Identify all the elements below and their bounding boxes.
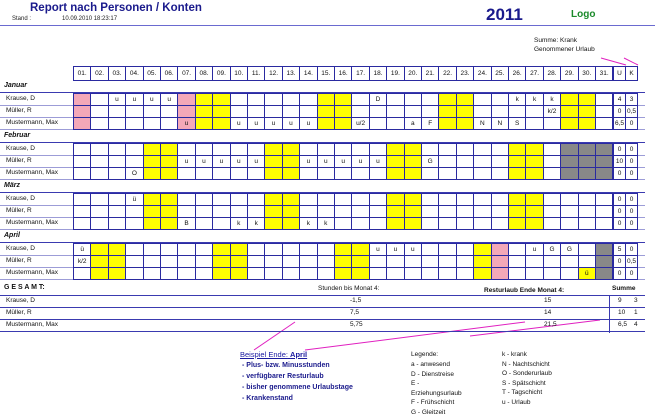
person-name: Mustermann, Max [6, 169, 59, 176]
day-cell [404, 267, 422, 280]
gesamt-rest: 21,5 [544, 321, 557, 328]
day-cell [560, 167, 578, 180]
day-cell [351, 267, 369, 280]
day-cell: k [543, 93, 561, 106]
day-cell: S [508, 117, 526, 130]
gesamt-person: Krause, D [6, 297, 35, 304]
day-cell: u [299, 117, 317, 130]
sum-cell-u: 4 [613, 93, 626, 106]
day-cell: u [404, 243, 422, 256]
sum-cell-k: 0,5 [625, 105, 638, 118]
day-cell: k [317, 217, 335, 230]
day-cell [334, 217, 352, 230]
day-cell: u [143, 93, 161, 106]
day-cell [543, 167, 561, 180]
arrow-summe-k [624, 58, 638, 65]
day-cell [90, 167, 108, 180]
day-header-26: 26. [508, 66, 526, 81]
day-cell: O [125, 167, 143, 180]
legend-entry: O - Sonderurlaub [502, 370, 552, 378]
day-cell [421, 267, 439, 280]
day-cell [108, 267, 126, 280]
day-cell [369, 267, 387, 280]
day-cell: u [230, 155, 248, 168]
legend-entry: E - [411, 380, 420, 388]
day-cell [543, 217, 561, 230]
day-cell [456, 217, 474, 230]
day-cell: D [369, 93, 387, 106]
stand-label: Stand : [12, 16, 32, 22]
legend-entry: u - Urlaub [502, 399, 531, 406]
day-cell [560, 217, 578, 230]
day-header-21: 21. [421, 66, 439, 81]
day-cell [473, 167, 491, 180]
day-cell [125, 117, 143, 130]
day-cell: u [230, 117, 248, 130]
person-name: Krause, D [6, 245, 35, 252]
gesamt-k: 1 [634, 309, 638, 316]
day-header-24: 24. [473, 66, 491, 81]
sum-cell-u: 0 [613, 217, 626, 230]
sum-cell-u: 6,5 [613, 117, 626, 130]
gesamt-rest: 14 [544, 309, 552, 316]
legend-entry: D - Dienstreise [411, 370, 454, 378]
day-cell [143, 217, 161, 230]
day-cell [560, 267, 578, 280]
day-cell [386, 217, 404, 230]
day-cell [73, 267, 91, 280]
sum-cell-u: 0 [613, 167, 626, 180]
legend-entry: k - krank [502, 351, 527, 358]
day-cell [317, 167, 335, 180]
day-header-20: 20. [404, 66, 422, 81]
day-cell [282, 267, 300, 280]
gesamt-k: 4 [634, 321, 638, 328]
day-cell [195, 267, 213, 280]
day-cell [125, 217, 143, 230]
person-name: Müller, R [6, 157, 32, 164]
day-cell [525, 217, 543, 230]
day-header-29: 29. [560, 66, 578, 81]
day-cell: G [543, 243, 561, 256]
gesamt-u: 10 [618, 309, 626, 316]
day-cell [90, 267, 108, 280]
day-header-4: 04. [125, 66, 143, 81]
sum-cell-k: 0 [625, 217, 638, 230]
person-name: Krause, D [6, 195, 35, 202]
gesamt-col-stunden: Stunden bis Monat 4: [318, 285, 380, 292]
beispiel-prefix: Beispiel Ende: [240, 350, 288, 359]
day-header-19: 19. [386, 66, 404, 81]
sum-cell-k: 0 [625, 117, 638, 130]
day-cell [404, 217, 422, 230]
day-cell: N [473, 117, 491, 130]
day-header-25: 25. [491, 66, 509, 81]
day-cell: u [247, 155, 265, 168]
day-header-9: 09. [212, 66, 230, 81]
day-header-3: 03. [108, 66, 126, 81]
person-name: Mustermann, Max [6, 119, 59, 126]
day-cell [525, 117, 543, 130]
sum-cell-u: 0 [613, 105, 626, 118]
day-cell [212, 117, 230, 130]
sum-cell-k: 0,5 [625, 255, 638, 268]
arrow-resturlaub [305, 322, 525, 350]
sum-cell-k: 0 [625, 205, 638, 218]
day-cell [369, 217, 387, 230]
day-cell [299, 267, 317, 280]
day-header-31: 31. [595, 66, 613, 81]
day-header-15: 15. [317, 66, 335, 81]
beispiel-month: April [290, 350, 308, 359]
gesamt-col-rest: Resturlaub Ende Monat 4: [484, 287, 565, 294]
sum-cell-u: 0 [613, 267, 626, 280]
day-cell [317, 267, 335, 280]
gesamt-col-summe: Summe [612, 285, 636, 292]
day-cell [264, 167, 282, 180]
year-label: 2011 [486, 5, 523, 24]
day-cell [508, 167, 526, 180]
day-cell [456, 117, 474, 130]
day-header-12: 12. [264, 66, 282, 81]
day-cell [143, 167, 161, 180]
day-cell [560, 117, 578, 130]
day-cell: k/2 [543, 105, 561, 118]
legend-entry: Erziehungsurlaub [411, 389, 462, 397]
day-cell [525, 267, 543, 280]
day-cell [160, 167, 178, 180]
day-cell: u [334, 155, 352, 168]
day-cell: u [369, 155, 387, 168]
day-cell [578, 167, 596, 180]
gesamt-u: 6,5 [618, 321, 628, 328]
beispiel-item: - Plus- bzw. Minusstunden [242, 362, 330, 369]
arrow-summe [470, 320, 600, 336]
day-cell [491, 267, 509, 280]
sum-cell-k: 0 [625, 155, 638, 168]
day-cell [421, 167, 439, 180]
day-cell [578, 217, 596, 230]
day-cell [125, 267, 143, 280]
day-header-13: 13. [282, 66, 300, 81]
day-cell [299, 167, 317, 180]
day-cell [595, 167, 613, 180]
person-name: Krause, D [6, 95, 35, 102]
day-cell [473, 217, 491, 230]
stand-timestamp: 10.09.2010 18:23:17 [62, 16, 118, 22]
day-cell [543, 117, 561, 130]
day-cell: u [525, 243, 543, 256]
day-cell [108, 217, 126, 230]
day-cell: k [525, 93, 543, 106]
day-cell: u [212, 155, 230, 168]
day-cell [143, 117, 161, 130]
day-cell: ü [125, 193, 143, 206]
day-cell: B [177, 217, 195, 230]
day-cell: u [177, 155, 195, 168]
sum-cell-k: 0 [625, 167, 638, 180]
day-cell: u [108, 93, 126, 106]
sum-cell-u: 0 [613, 193, 626, 206]
legend-entry: F - Frühschicht [411, 399, 455, 407]
gesamt-u: 9 [618, 297, 622, 304]
day-cell [160, 267, 178, 280]
day-cell: ü [578, 267, 596, 280]
day-cell [525, 167, 543, 180]
day-cell [230, 167, 248, 180]
day-cell [230, 267, 248, 280]
day-cell [421, 217, 439, 230]
day-header-17: 17. [351, 66, 369, 81]
day-cell [491, 167, 509, 180]
day-cell [438, 267, 456, 280]
day-cell: k [299, 217, 317, 230]
person-name: Müller, R [6, 207, 32, 214]
sum-cell-u: 10 [613, 155, 626, 168]
day-header-30: 30. [578, 66, 596, 81]
day-header-6: 06. [160, 66, 178, 81]
day-cell: k/2 [73, 255, 91, 268]
legend-entry: G - Gleitzeit [411, 409, 446, 416]
day-header-28: 28. [543, 66, 561, 81]
day-cell [73, 167, 91, 180]
person-name: Müller, R [6, 257, 32, 264]
day-cell [160, 117, 178, 130]
day-cell [334, 267, 352, 280]
day-cell [73, 117, 91, 130]
day-cell [264, 267, 282, 280]
sum-cell-u: 0 [613, 143, 626, 156]
summary-note: Summe: Krank Genommener Urlaub [534, 37, 595, 53]
day-cell [595, 117, 613, 130]
legend-entry: S - Spätschicht [502, 379, 546, 387]
day-cell [282, 167, 300, 180]
day-cell: a [404, 117, 422, 130]
day-cell [473, 267, 491, 280]
sum-cell-k: 0 [625, 193, 638, 206]
beispiel-item: - verfügbarer Resturlaub [242, 373, 324, 380]
day-cell [177, 167, 195, 180]
day-cell: u [282, 117, 300, 130]
gesamt-stunden: -1,5 [350, 297, 362, 304]
day-header-22: 22. [438, 66, 456, 81]
day-cell [195, 117, 213, 130]
day-cell [90, 217, 108, 230]
day-cell [247, 167, 265, 180]
day-cell [334, 167, 352, 180]
gesamt-vline [609, 295, 610, 333]
beispiel-title [240, 350, 307, 359]
day-cell [508, 217, 526, 230]
sum-cell-k: 0 [625, 243, 638, 256]
day-cell [264, 217, 282, 230]
sum-cell-k: 0 [625, 267, 638, 280]
month-title-2: Februar [4, 132, 31, 139]
day-header-1: 01. [73, 66, 91, 81]
day-cell [491, 217, 509, 230]
gesamt-stunden: 7,5 [350, 309, 360, 316]
day-header-18: 18. [369, 66, 387, 81]
day-cell [369, 117, 387, 130]
day-cell: ü [73, 243, 91, 256]
gesamt-row-divider [0, 307, 645, 308]
day-cell: k [508, 93, 526, 106]
day-header-2: 02. [90, 66, 108, 81]
day-cell: u [351, 155, 369, 168]
sum-cell-u: 0 [613, 205, 626, 218]
day-cell [438, 117, 456, 130]
day-cell [108, 167, 126, 180]
report-title: Report nach Personen / Konten [30, 2, 202, 14]
day-cell [177, 267, 195, 280]
gesamt-row-divider [0, 319, 645, 320]
day-cell: G [560, 243, 578, 256]
day-header-5: 05. [143, 66, 161, 81]
gesamt-stunden: 5,75 [350, 321, 363, 328]
gesamt-divider [0, 295, 645, 296]
gesamt-k: 3 [634, 297, 638, 304]
day-cell: u [247, 117, 265, 130]
day-cell [386, 117, 404, 130]
sum-header-k: K [625, 66, 638, 81]
gesamt-person: Müller, R [6, 309, 32, 316]
logo: Logo [571, 9, 596, 20]
day-header-7: 07. [177, 66, 195, 81]
day-cell [247, 267, 265, 280]
legend-entry: a - anwesend [411, 361, 451, 368]
day-cell [351, 167, 369, 180]
month-title-3: März [4, 182, 20, 189]
day-cell [143, 267, 161, 280]
day-cell [386, 267, 404, 280]
gesamt-row-divider [0, 331, 645, 332]
gesamt-title: G E S A M T: [4, 284, 45, 291]
day-header-23: 23. [456, 66, 474, 81]
day-cell [543, 267, 561, 280]
sum-header-u: U [613, 66, 626, 81]
day-cell [438, 217, 456, 230]
gesamt-rest: 15 [544, 297, 552, 304]
day-cell: u [160, 93, 178, 106]
sum-cell-k: 3 [625, 93, 638, 106]
day-cell: u [317, 155, 335, 168]
day-cell: u [195, 155, 213, 168]
day-header-10: 10. [230, 66, 248, 81]
day-cell [456, 167, 474, 180]
day-cell: k [230, 217, 248, 230]
day-cell [369, 167, 387, 180]
day-cell: u [369, 243, 387, 256]
month-title-4: April [4, 232, 20, 239]
day-header-8: 08. [195, 66, 213, 81]
day-cell [212, 167, 230, 180]
sum-cell-k: 0 [625, 143, 638, 156]
day-cell [195, 167, 213, 180]
day-cell: u [264, 117, 282, 130]
day-cell [212, 217, 230, 230]
day-cell: u [177, 117, 195, 130]
person-name: Krause, D [6, 145, 35, 152]
day-cell [282, 217, 300, 230]
person-name: Mustermann, Max [6, 269, 59, 276]
legend-title: Legende: [411, 351, 439, 358]
day-cell: N [491, 117, 509, 130]
day-cell [595, 267, 613, 280]
day-cell [438, 167, 456, 180]
day-cell [90, 117, 108, 130]
day-cell: u [386, 243, 404, 256]
sum-cell-u: 5 [613, 243, 626, 256]
month-title-1: Januar [4, 82, 27, 89]
day-header-27: 27. [525, 66, 543, 81]
day-header-14: 14. [299, 66, 317, 81]
day-cell [317, 117, 335, 130]
person-name: Müller, R [6, 107, 32, 114]
day-cell [73, 217, 91, 230]
arrow-summe-u [601, 58, 626, 65]
arrow-stunden [254, 322, 295, 350]
day-cell: u [125, 93, 143, 106]
day-cell: G [421, 155, 439, 168]
gesamt-person: Mustermann, Max [6, 321, 59, 328]
day-cell [108, 117, 126, 130]
day-cell [334, 117, 352, 130]
day-cell [195, 217, 213, 230]
beispiel-item: - bisher genommene Urlaubstage [242, 384, 353, 391]
day-cell [160, 217, 178, 230]
day-cell: k [247, 217, 265, 230]
day-cell [351, 217, 369, 230]
day-cell [595, 217, 613, 230]
person-name: Mustermann, Max [6, 219, 59, 226]
day-cell [578, 117, 596, 130]
day-cell [212, 267, 230, 280]
day-header-16: 16. [334, 66, 352, 81]
beispiel-item: - Krankenstand [242, 395, 293, 402]
day-cell [404, 167, 422, 180]
day-cell: u [299, 155, 317, 168]
day-cell [508, 267, 526, 280]
sum-cell-u: 0 [613, 255, 626, 268]
legend-entry: N - Nachtschicht [502, 360, 550, 368]
day-cell [386, 167, 404, 180]
day-cell: u/2 [351, 117, 369, 130]
day-cell: F [421, 117, 439, 130]
day-cell [456, 267, 474, 280]
day-header-11: 11. [247, 66, 265, 81]
legend-entry: T - Tagschicht [502, 389, 543, 397]
